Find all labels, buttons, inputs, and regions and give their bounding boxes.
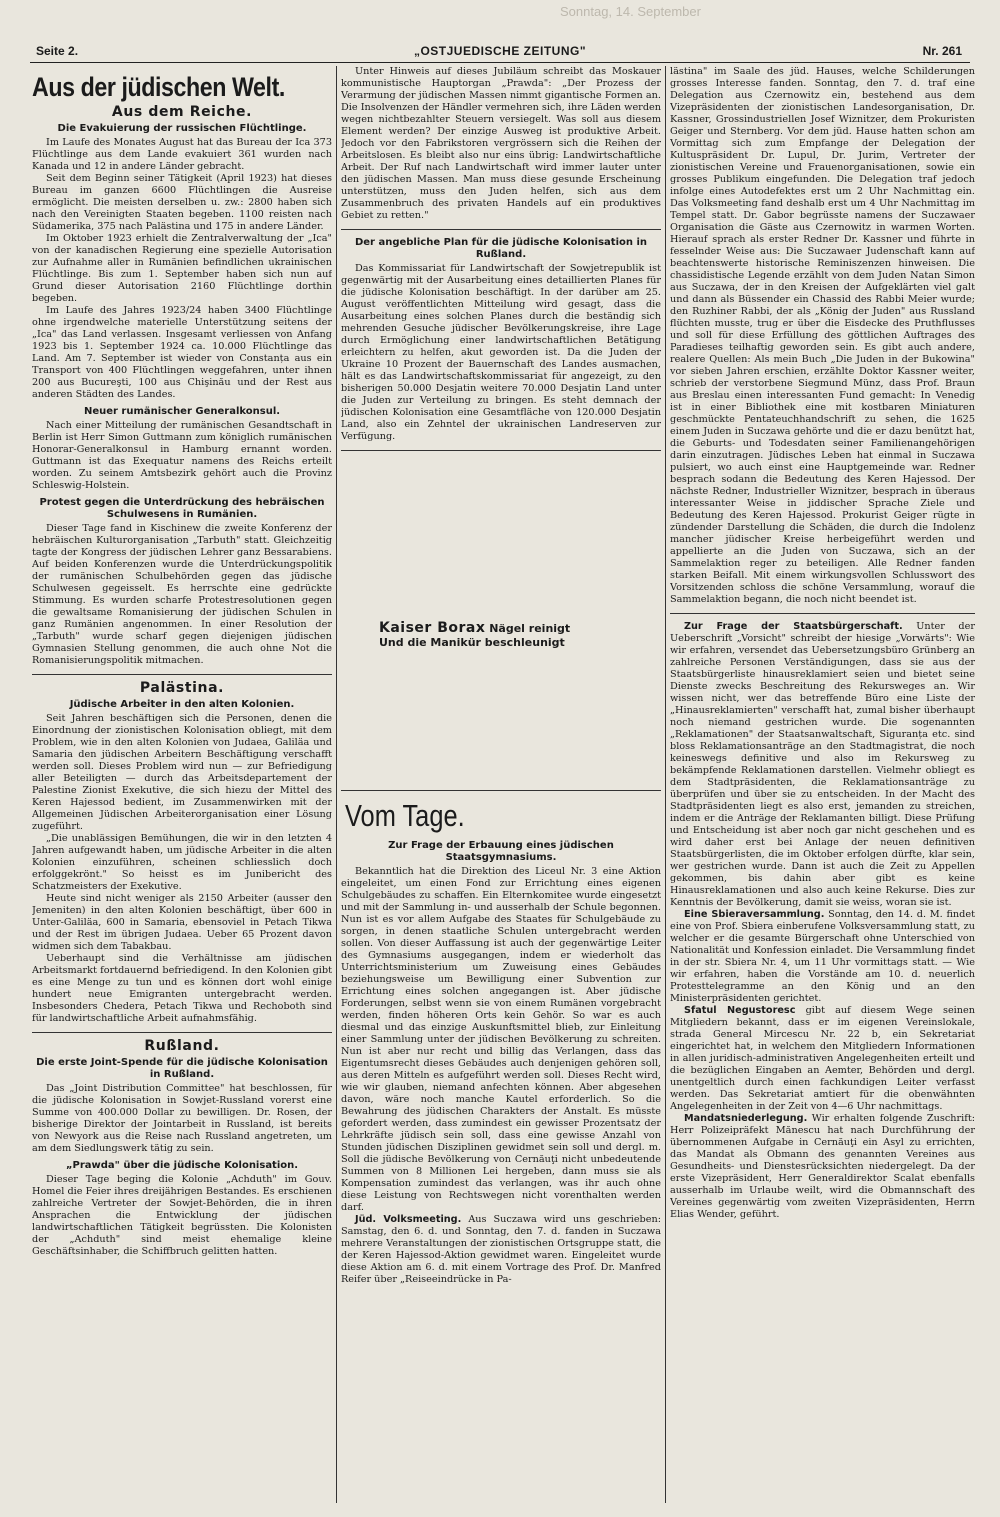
section-subtitle: Aus dem Reiche. xyxy=(111,104,253,120)
article-paragraph: Das Kommissariat für Landwirtschaft der Sowjetrepublik ist gegenwärtig mit der Ausarbeitung eines detaillierten Planes für die jüdische Kolonisation beschäftigt. In der darüber am 25. August veröffentlichten Mitteilung wird gesagt, dass die Ausarbeitung eines solchen Planes durch die beständig sich mehrenden Gesuche jüdischer Bevölkerungskreise, ihre Lage durch Ermöglichung einer landwirtschaftlichen Betätigung erleichtern zu helfen, akut geworden ist. Da die Juden der Ukraine 10 Prozent der Bauernschaft des Landes ausmachen, hält es das Landwirtschaftskommissariat für angezeigt, zu den bisherigen 50.000 Desjatin weitere 70.000 Desjatin Land unter die Juden zur Verteilung zu bringen. Es steht demnach der jüdischen Kolonisation eine Gesamtfläche von 120.000 Desjatin Land, also ein Zehntel der ukrainischen Landreserven zur Verfügung. xyxy=(341,263,661,442)
advertisement xyxy=(341,458,661,783)
article-paragraph: Wir erhalten folgende Zuschrift: Herr Polizeipräfekt Mănescu hat nach Durchführung der übernommenen Aufgabe in Cernăuţi ein Asyl zu errichten, das Mandat als Obmann des genannten Vereines aus Gesundheits- und Dienstesrücksichten niedergelegt. Da der erste Vizepräsident, Herr Generaldirektor Scalat ebenfalls ausserhalb im Urlaube weilt, wird die Obmannschaft des Vereines gegenwärtig vom zweiten Vizepräsidenten, Herrn Elias Wender, geführt. xyxy=(670,1113,975,1220)
bleed-through-header: Sonntag, 14. September xyxy=(560,4,701,19)
article-title: Jüdische Arbeiter in den alten Kolonien. xyxy=(69,699,295,710)
article-paragraph: Ueberhaupt sind die Verhältnisse am jüdischen Arbeitsmarkt fortdauernd befriedigend. In den Kolonien gibt es eine Menge zu tun und es können dort wohl einige hundert neue Emigranten untergebracht werden. Insbesonders Chedera, Petach Tikwa und Rechoboth sind für landwirtschaftliche Arbeit aufnahmsfähig. xyxy=(32,953,332,1024)
article-title: Die erste Joint-Spende für die jüdische Kolonisation in Rußland. xyxy=(36,1057,328,1080)
section-divider xyxy=(341,790,661,791)
ad-text xyxy=(379,621,570,650)
section-divider xyxy=(32,674,332,675)
article-paragraph: Das „Joint Distribution Committee" hat beschlossen, für die jüdische Kolonisation in Sowjet-Russland vorerst eine Summe von 400.000 Dollar zu bewilligen. Dr. Rosen, der bisherige Direktor der Jointarbeit in Russland, ist bereits von Newyork aus die Reise nach Russland angetreten, um am dem Siedlungswerk tätig zu sein. xyxy=(32,1083,332,1154)
article-paragraph: Im Laufe des Monates August hat das Bureau der Ica 373 Flüchtlinge aus dem Lande evakuiert 361 wurden nach Kanada und 12 in andere Länder gebracht. xyxy=(32,137,332,172)
article-paragraph: Heute sind nicht weniger als 2150 Arbeiter (ausser den Jemeniten) in den alten Kolonien beschäftigt, über 600 in Unter-Galiläa, 600 in Samaria, ebensoviel in Petach Tikwa und der Rest im übrigen Judaea. Ueber 65 Prozent davon widmen sich dem Tabakbau. xyxy=(32,893,332,952)
article-paragraph: Aus Suczawa wird uns geschrieben: Samstag, den 6. d. und Sonntag, den 7. d. fanden in Suczawa mehrere Veranstaltungen der zionistischen Ortsgruppe statt, die der Keren Hajessod-Aktion gewidmet waren. Eingeleitet wurde diese Aktion am 6. d. mit einem Vortrage des Prof. Dr. Manfred Reifer über „Reiseeindrücke in Pa- xyxy=(341,1214,661,1285)
article-paragraph: gibt auf diesem Wege seinen Mitgliedern bekannt, dass er im eigenen Vereinslokale, strada General Mircescu Nr. 22 b, ein Sekretariat eingerichtet hat, in welchem den Mitgliedern Informationen in allen juridisch-administrativen Angelegenheiten erteilt und die bezüglichen Eingaben an Aemter, Behörden und dergl. unentgeltlich durch einen fachkundigen Leiter verfasst werden. Das Sekretariat amtiert für die obenwähnten Angelegenheiten in der Zeit von 4—6 Uhr nachmittags. xyxy=(670,1005,975,1112)
ad-brand: Kaiser Borax xyxy=(379,620,486,636)
column-2 xyxy=(341,66,661,1507)
article-runin-title: Zur Frage der Staatsbürgerschaft. xyxy=(684,621,903,632)
article-runin-title: Mandatsniederlegung. xyxy=(684,1113,808,1124)
article-paragraph: Dieser Tage beging die Kolonie „Achduth" im Gouv. Homel die Feier ihres dreijährigen Bestandes. Es erschienen zahlreiche Vertreter der Sowjet-Behörden, die in ihren Ansprachen die Entwicklung der jüdischen landwirtschaftlichen Tätigkeit begrüssten. Die Kolonisten der „Achduth" sind meist ehemalige kleine Geschäftsinhaber, die Schiffbruch gelitten hatten. xyxy=(32,1174,332,1257)
section-divider xyxy=(670,613,975,614)
article-paragraph: Im Laufe des Jahres 1923/24 haben 3400 Flüchtlinge ohne irgendwelche materielle Unterstützung seitens der „Ica" das Land verlassen. Insgesamt verliessen von Anfang 1923 bis 1. September 1924 ca. 10.000 Flüchtlinge das Land. Am 7. September ist wieder von Constanța aus ein Transport von 400 Flüchtlingen weggefahren, unter ihnen 200 aus Bucureşti, 100 aus Chişinău und der Rest aus anderen Städten des Landes. xyxy=(32,305,332,400)
section-title: Vom Tage. xyxy=(345,798,465,833)
article-paragraph: Nach einer Mitteilung der rumänischen Gesandtschaft in Berlin ist Herr Simon Guttmann zum königlich rumänischen Honorar-Generalkonsul in Hamburg ernannt worden. Guttmann ist das Exequatur namens des Reichs erteilt worden. Zu seinem Amtsbezirk gehört auch die Provinz Schleswig-Holstein. xyxy=(32,420,332,491)
page-header xyxy=(30,42,970,63)
article-title: Die Evakuierung der russischen Flüchtlinge. xyxy=(57,123,307,134)
article-paragraph: Seit Jahren beschäftigen sich die Personen, denen die Einordnung der zionistischen Kolonisation obliegt, mit dem Problem, wie in den alten Kolonien von Judaea, Galiläa und Samaria den jüdischen Arbeitern Beschäftigung verschafft werden soll. Dieses Problem wird nun — zur Befriedigung aller Beteiligten — durch das Arbeitsdepartement der Palestine Zionist Exekutive, die sich hiezu der Mittel des Keren Hajessod bedient, im Zusammenwirken mit der Allgemeinen Jüdischen Arbeiterorganisation einer Lösung zugeführt. xyxy=(32,713,332,832)
article-paragraph: Bekanntlich hat die Direktion des Liceul Nr. 3 eine Aktion eingeleitet, um einen Fond zur Errichtung eines eigenen Schulgebäudes zu schaffen. Ein Elternkomitee wurde eingesetzt und mit der Sammlung in- und ausserhalb der Schule begonnen. Nun ist es vor allem Aufgabe des Staates für Schulgebäude zu sorgen, in denen staatliche Schulen untergebracht werden sollen. Von dieser Auffassung ist auch der gegenwärtige Leiter des Gymnasiums ausgegangen, indem er wiederholt das Unterrichtsministerium um Zuweisung eines Gebäudes beziehungsweise um Bewilligung einer Subvention zur Errichtung eines solchen angegangen ist. Aber jüdische Forderungen, selbst wenn sie von einem Rumänen vorgebracht werden, finden höheren Orts kein Gehör. So war es auch diesmal und das einzige Auskunftsmittel blieb, zur Einleitung einer Sammlung unter der jüdischen Bevölkerung zu schreiten. Nun ist aber nur recht und billig das Verlangen, dass das Eigentumsrecht dieses Gebäudes auch denjenigen gehören soll, aus deren Mitteln es aufgeführt werden soll. Dieses Recht wird, wie wir glauben, niemand anfechten können. Aber abgesehen davon, wäre noch manche Kautel erforderlich. So die Bewahrung des jüdischen Charakters der Anstalt. Es müsste gefordert werden, dass zumindest ein gewisser Prozentsatz der Lehrkräfte jüdisch sein soll, dass eine gewisse Anzahl von Stunden jüdischen Disziplinen gewidmet sein soll und dergl. m. Soll die jüdische Bevölkerung von Cernăuţi nicht unbedeutende Summen von 8 Millionen Lei hergeben, dann muss sie als Kompensation zumindest das verlangen, was ihr auch ohne diese Leistung von Rechtswegen nicht vorenthalten werden darf. xyxy=(341,866,661,1213)
section-divider xyxy=(32,1032,332,1033)
article-paragraph: Im Oktober 1923 erhielt die Zentralverwaltung der „Ica" von der kanadischen Regierung eine spezielle Autorisation zur Aufnahme aller in Rumänien befindlichen ukrainischen Flüchtlinge. Bis zum 1. September haben sich nun auf Grund dieser Autorisation 2160 Flüchtlinge dorthin begeben. xyxy=(32,233,332,304)
article-title: Neuer rumänischer Generalkonsul. xyxy=(83,406,281,417)
article-paragraph: Dieser Tage fand in Kischinew die zweite Konferenz der hebräischen Kulturorganisation „Tarbuth" statt. Gleichzeitig tagte der Kongress der jüdischen Lehrer ganz Bessarabiens. Auf beiden Konferenzen wurde die Unterdrückungspolitik der rumänischen Schulbehörden gegen das jüdische Schulwesen gegeisselt. Es herrschte eine gedrückte Stimmung. Es wurden scharfe Protestresolutionen gegen die gewaltsame Romanisierung der jüdischen Schulen in ganz Rumänien angenommen. In einer Resolution der „Tarbuth" wurde scharf gegen diejenigen jüdischen Gymnasien Stellung genommen, die auch ohne Not die Romanisierungspolitik mitmachen. xyxy=(32,523,332,666)
column-rule xyxy=(665,66,666,1503)
section-divider xyxy=(341,229,661,230)
column-3 xyxy=(670,66,975,1507)
article-runin-title: Sfatul Negustoresc xyxy=(684,1005,796,1016)
article-paragraph: lästina" im Saale des jüd. Hauses, welche Schilderungen grosses Interesse fanden. Sonntag, den 7. d. traf eine Delegation aus Czernowitz ein, bestehend aus dem Vizepräsidenten der zionistischen Landesorganisation, Dr. Kassner, Grossindustriellen Josef Wiznitzer, dem Prokuristen Geiger und Sternberg. Vor dem jüd. Hause hatten schon am Vormittag sich zum Empfange der Delegation der Kultuspräsident Dr. Lupul, Dr. Jurim, Vertreter der zionistischen Vereine und Frauenorganisationen, sowie ein grosses Publikum eingefunden. Die Delegation traf jedoch infolge eines Autodefektes erst um 2 Uhr Nachmittag ein. Das Volksmeeting fand deshalb erst um 4 Uhr Nachmittag im Tempel statt. Dr. Gabor begrüsste namens der Suczawaer Organisation die Gäste aus Czernowitz in warmen Worten. Hierauf sprach als erster Redner Dr. Kassner und führte in fesselnder Weise aus: Die Suczawaer Judenschaft kann auf beachtenswerte historische Reminiszenzen hinweisen. Die chassidistische Legende erzählt von dem Juden Natan Simon aus Suczawa, der in den Kreisen der Aufgeklärten viel galt und dann als Büssender ein Chassid des Rabbi Meier wurde; den Ruzhiner Rabbi, der als „König der Juden" aus Russland flüchten musste, trug er über die Eisdecke des Pruthflusses und soll für diese Erfüllung des göttlichen Auftrages des Paradieses teilhaftig geworden sein. Es gibt auch andere, realere Quellen: Als mein Buch „Die Juden in der Bukowina" vor sieben Jahren erschien, erzählte Doktor Kassner weiter, schrieb der verstorbene Siegmund Münz, dass Prof. Braun aus Breslau einen interessanten Fund gemacht: In Venedig ist in einer Bibliothek eine mit kostbaren Miniaturen geschmückte Pentateuchhandschrift zu sehen, die 1625 einem Juden in Suczawa gehörte und die er dazu benützt hat, die Geburts- und Todesdaten seiner Familienangehörigen darin einzutragen. Jüdisches Leben hat einmal in Suczawa pulsiert, wo auch einst eine Hauptgemeinde war. Redner besprach sodann die Bedeutung des Keren Hajessod. Der nächste Redner, Industrieller Wiznitzer, besprach in überaus interessanter Weise in jiddischer Sprache Ziele und Bedeutung des Keren Hajessod. Prokurist Geiger rügte in zündender Darstellung die Schäden, die durch die Indolenz mancher jüdischer Kreise herbeigeführt werden und appellierte an die Juden von Suczawa, sich an der Sammelaktion reger zu beteiligen. Alle Redner fanden starken Beifall. Mit einem wirkungsvollen Schlusswort des Vorsitzenden schloss die schöne Versammlung, worauf die Sammelaktion begann, die noch nicht beendet ist. xyxy=(670,66,975,605)
article-title: Der angebliche Plan für die jüdische Kolonisation in Rußland. xyxy=(354,237,648,260)
article-title: Zur Frage der Erbauung eines jüdischen Staatsgymnasiums. xyxy=(388,840,614,863)
page-number-label: Seite 2. xyxy=(36,44,79,58)
article-paragraph: Seit dem Beginn seiner Tätigkeit (April 1923) hat dieses Bureau im ganzen 6600 Flüchtlingen die Ausreise ermöglicht. Die meisten derselben u. zw.: 2800 haben sich nach den Vereinigten Staaten begeben. 1100 reisten nach Südamerika, 375 nach Palästina und 175 in andere Länder. xyxy=(32,173,332,232)
issue-number: Nr. 261 xyxy=(922,44,962,58)
article-runin-title: Jüd. Volksmeeting. xyxy=(355,1214,462,1225)
section-divider xyxy=(341,450,661,451)
section-subtitle: Rußland. xyxy=(144,1038,220,1054)
article-paragraph: Unter der Ueberschrift „Vorsicht" schreibt der hiesige „Vorwärts": Wie wir erfahren, versendet das Uebersetzungsbüro Grünberg an zahlreiche Personen Verständigungen, dass sie aus der Staatsbürgerliste hinausreklamiert seien und bietet seine Dienste zwecks Beschreitung des Rekursweges an. Wir wissen nicht, wer das betreffende Büro eine Liste der „Hinausreklamierten" verschafft hat, zumal bisher überhaupt noch niemand gestrichen wurde. Die sogenannten „Reklamationen" der Staatsanwaltschaft, Siguranța etc. sind bloss Reklamationsanträge an den Stadtmagistrat, die noch keineswegs definitive und also im Rekursweg zu bekämpfende Reklamationen darstellen. Vielmehr obliegt es dem Stadtpräsidenten, die Reklamationsanträge zu überprüfen und über sie zu entscheiden. In der Macht des Stadtpräsidenten liegt es also erst, jemanden zu streichen, indem er die Anträge der Reklamanten billigt. Diese Prüfung und Entscheidung ist aber noch gar nicht geschehen und es wird daher erst bei Anlage der neuen definitiven Staatsbürgerlisten, die im Oktober erfolgen dürfte, klar sein, wer gestrichen wurde. Dann ist auch die Zeit zu Appellen gekommen, bis dahin aber gibt es keine Hinausreklamationen und also auch keine Rekurse. Dies zur Kenntnis der Bevölkerung, damit sie weiss, woran sie ist. xyxy=(670,621,975,908)
newspaper-title: „OSTJUEDISCHE ZEITUNG" xyxy=(413,44,587,58)
section-subtitle: Palästina. xyxy=(139,680,225,696)
section-title: Aus der jüdischen Welt. xyxy=(32,72,285,102)
column-1 xyxy=(32,66,332,1507)
ad-line: Und die Manikür beschleunigt xyxy=(379,636,565,649)
ad-line: Nägel reinigt xyxy=(489,622,571,635)
article-paragraph: „Die unablässigen Bemühungen, die wir in den letzten 4 Jahren aufgewandt haben, um jüdische Arbeiter in die alten Kolonien einzuführen, scheinen schliesslich doch erfolggekrönt." So heisst es im Junibericht des Schatzmeisters der Exekutive. xyxy=(32,833,332,892)
column-rule xyxy=(336,66,337,1503)
article-paragraph: Unter Hinweis auf dieses Jubiläum schreibt das Moskauer kommunistische Hauptorgan „Prawda": „Der Prozess der Verarmung der jüdischen Massen nimmt gigantische Formen an. Die Insolvenzen der Händler vermehren sich, ihre Läden werden wegen nichtbezahlter Steuern versiegelt. Was soll aus diesem Element werden? Der einzige Ausweg ist produktive Arbeit. Jedoch vor den Fabrikstoren vergrössern sich die Reihen der Arbeitslosen. Es bleibt also nur eins übrig: Landwirtschaftliche Arbeit. Der Ruf nach Landwirtschaft wird immer lauter unter den jüdischen Massen. Man muss diese gesunde Erscheinung unterstützen, muss den Juden helfen, sich aus dem Zusammenbruch des privaten Handels auf ein produktives Gebiet zu retten." xyxy=(341,66,661,221)
article-runin-title: Eine Sbieraversammlung. xyxy=(684,909,825,920)
article-title: Protest gegen die Unterdrückung des hebräischen Schulwesens in Rumänien. xyxy=(39,497,325,520)
article-paragraph: Sonntag, den 14. d. M. findet eine von Prof. Sbiera einberufene Volksversammlung statt, zu welcher er die gesamte Bürgerschaft ohne Unterschied von Nationalität und Konfession einladet. Die Versammlung findet in der str. Sbiera Nr. 4, um 11 Uhr vormittags statt. — Wie wir erfahren, haben die Vorstände am 10. d. neuerlich Protesttelegramme an den König und an den Ministerpräsidenten gerichtet. xyxy=(670,909,975,1004)
article-title: „Prawda" über die jüdische Kolonisation. xyxy=(65,1160,299,1171)
